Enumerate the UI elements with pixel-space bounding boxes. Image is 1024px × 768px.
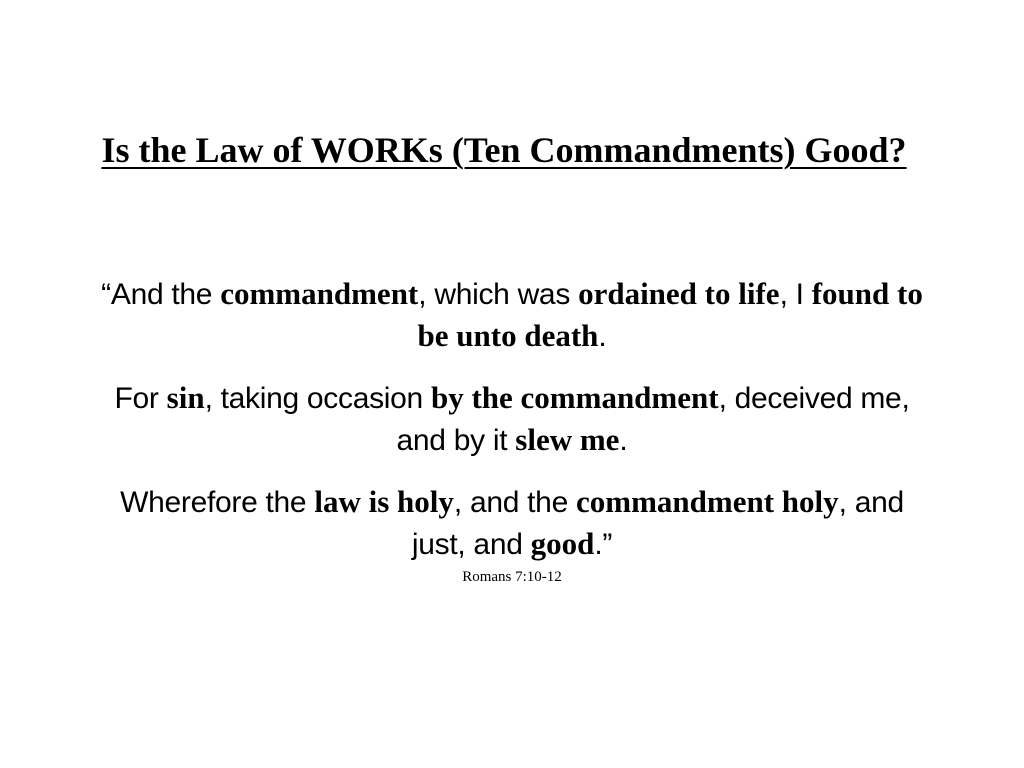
slide-title: Is the Law of WORKs (Ten Commandments) Good? (101, 130, 907, 170)
verse-text: “And the (101, 278, 221, 311)
emphasized-text: sin (166, 380, 205, 415)
verse-text: , deceived me, and by it (396, 382, 910, 457)
verse-text: , taking occasion (204, 382, 431, 415)
emphasized-text: slew me (515, 422, 620, 457)
emphasized-text: by the commandment (430, 380, 719, 415)
scripture-citation: Romans 7:10-12 (462, 569, 562, 585)
verse-text: .” (594, 528, 613, 561)
verse-text: . (619, 424, 628, 457)
scripture-quote (100, 273, 924, 585)
emphasized-text: ordained to life (578, 276, 780, 311)
verse-text: . (598, 320, 607, 353)
verse-text: , I (779, 278, 812, 311)
verse-paragraph (100, 481, 924, 565)
verse-text: , which was (418, 278, 579, 311)
emphasized-text: commandment (220, 276, 419, 311)
emphasized-text: good (530, 526, 595, 561)
verse-paragraph (100, 377, 924, 461)
verse-text: , and the (453, 486, 576, 519)
verse-text: For (114, 382, 167, 415)
verse-text: Wherefore the (120, 486, 315, 519)
emphasized-text: commandment holy (576, 484, 839, 519)
emphasized-text: law is holy (314, 484, 454, 519)
verse-paragraph (100, 273, 924, 357)
verse-text: , and just, and (411, 486, 904, 561)
emphasized-text: found to be unto death (417, 276, 923, 353)
